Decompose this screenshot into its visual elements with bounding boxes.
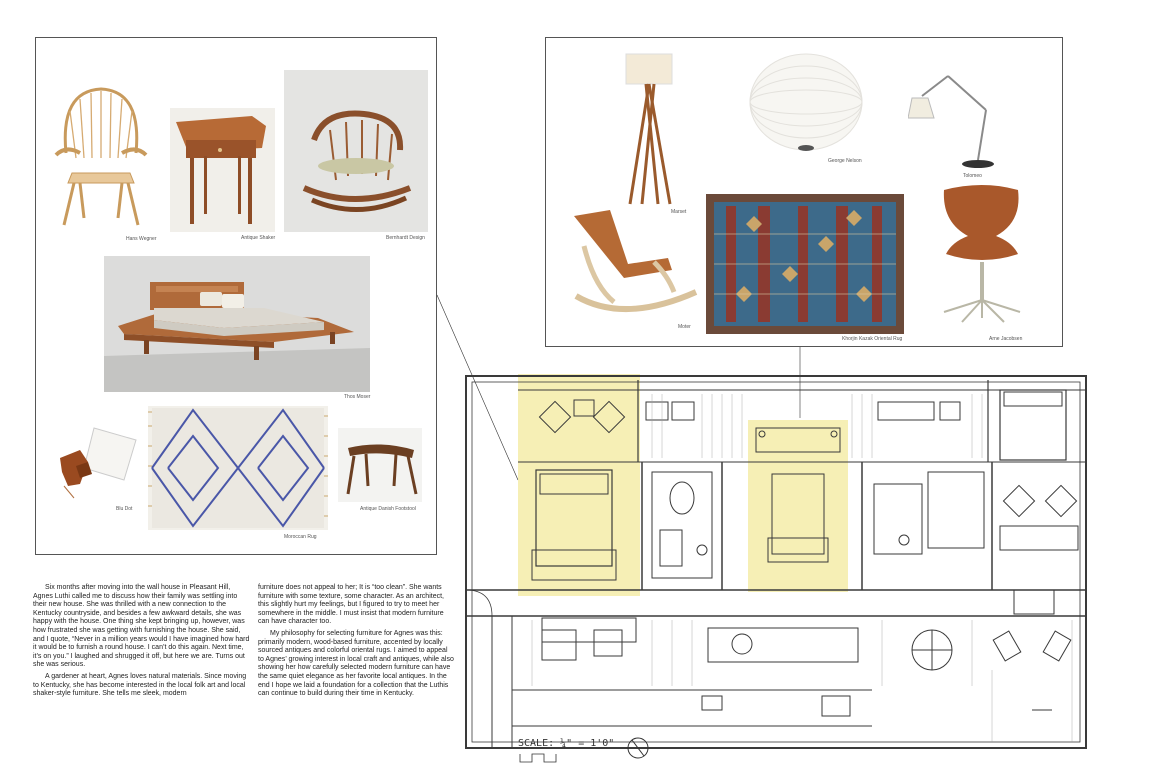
moter-caption: Moter	[678, 324, 691, 330]
nelson-caption: George Nelson	[828, 158, 862, 164]
floor-plan-drawing	[452, 350, 1092, 768]
floor-plan	[452, 350, 1092, 768]
essay-paragraph: My philosophy for selecting furniture for Agnes was this: primarily modern, wood-based furniture, accented by locally sourced antiques and colorful oriental rugs. I aimed to appeal to Agnes’ growing interest in local craft and antiques, while also showing her how carefully selected modern furniture can have the same quiet elegance as her favorite local antiques. In the end I hope we laid a foundation for a collection that the Luthis can continue to build during their time in Kentucky.	[258, 629, 454, 698]
essay-column-2	[258, 584, 454, 702]
moser-caption: Thos Moser	[344, 394, 371, 400]
wegner-caption: Hans Wegner	[126, 236, 157, 242]
moroccan-rug-caption: Moroccan Rug	[284, 534, 317, 540]
tolomeo-caption: Tolomeo	[963, 173, 982, 179]
scale-label: SCALE: ¼" = 1'0"	[518, 738, 615, 749]
essay-column-1	[33, 584, 251, 702]
marset-caption: Marset	[671, 209, 687, 215]
highlight-guest-room	[748, 420, 848, 592]
kazak-rug-caption: Khorjin Kazak Oriental Rug	[842, 336, 903, 342]
essay-paragraph: A gardener at heart, Agnes loves natural materials. Since moving to Kentucky, she has become interested in the local folk art and local shaker-style furniture. She tells me sleek, modern	[33, 672, 247, 698]
shaker-caption: Antique Shaker	[241, 235, 276, 241]
footstool-caption: Antique Danish Footstool	[360, 506, 416, 512]
essay-paragraph: furniture does not appeal to her; It is “too clean”. She wants furniture with some texture, some character. As an architect, this slightly hurt my feelings, but I figured to try to meet her somewhere in the middle. I must insist that modern furniture can have character too.	[258, 584, 444, 626]
blu-dot-caption: Blu Dot	[116, 506, 133, 512]
jacobsen-caption: Arne Jacobsen	[989, 336, 1023, 342]
essay-paragraph: Six months after moving into the wall house in Pleasant Hill, Agnes Luthi called me to discuss how their family was settling into their new house. She was thrilled with a new connection to the Kentucky countryside, and besides a few awkward details, she was happy with the house. One thing she kept bringing up, however, was how frustrated she was getting with furnishing the house. She said, and I quote, “Never in a million years would I have imagined how hard it would be to furnish a round house. I can’t do this again. Next time, it’s on you.” I laughed and shrugged it off, but here we are. Turns out she was serious.	[33, 584, 250, 669]
scale-bar	[520, 754, 556, 762]
bernhardt-caption: Bernhardt Design	[386, 235, 425, 241]
